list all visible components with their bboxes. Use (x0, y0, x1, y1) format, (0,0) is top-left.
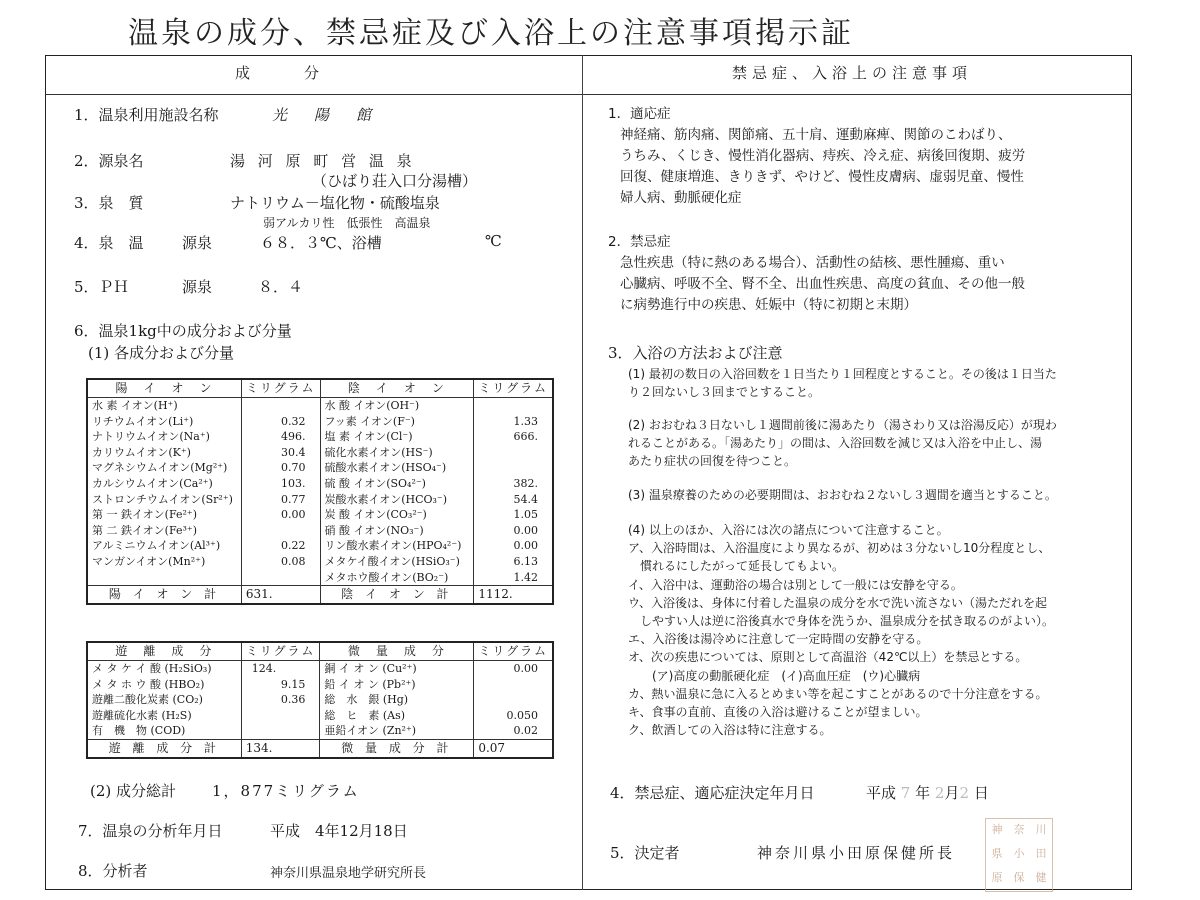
bathing-note-1 (628, 365, 1057, 401)
free-cell: 0.050 (474, 708, 553, 724)
stamp-char: 原 (991, 871, 1003, 884)
ion-row (87, 492, 553, 508)
ion-row (87, 398, 553, 414)
text-line: うちみ、くじき、慢性消化器病、痔疾、冷え症、病後回復期、疲労 (620, 148, 1026, 164)
decision-year: 7 (900, 784, 911, 802)
text-line: (ア)高度の動脈硬化症 (イ)高血圧症 (ウ)心臓病 (628, 668, 921, 683)
ion-row (87, 523, 553, 539)
trace-total-value: 0.07 (474, 739, 553, 758)
stamp-char: 県 (991, 847, 1003, 860)
ion-cell: ストロンチウムイオン(Sr²⁺) (87, 492, 241, 508)
decider: 神奈川県小田原保健所長 (757, 844, 956, 862)
stamp-char: 奈 (1013, 823, 1025, 836)
item5-label: 5．ＰＨ (74, 278, 129, 296)
free-cell: 124. (241, 661, 320, 677)
trace-total-label: 微 量 成 分 計 (320, 739, 474, 758)
ion-cell: メタケイ酸イオン(HSiO₃⁻) (320, 554, 474, 570)
free-cell: メ タ ホ ウ 酸 (HBO₂) (87, 677, 241, 693)
free-cell (474, 677, 553, 693)
free-cell (241, 723, 320, 739)
text-line: (4) 以上のほか、入浴には次の諸点について注意すること。 (628, 523, 949, 537)
stamp-char: 健 (1035, 871, 1047, 884)
anion-total-label: 陰 イ オ ン 計 (320, 586, 474, 605)
ion-cell: 水 酸 イオン(OH⁻) (320, 398, 474, 414)
ion-cell: 0.70 (241, 460, 320, 476)
text-line: 慣れるにしたがって延長してもよい。 (628, 559, 845, 574)
anion-total-value: 1112. (474, 586, 553, 605)
free-cell (241, 708, 320, 724)
ion-cell (241, 570, 320, 586)
text-line: ア、入浴時間は、入浴温度により異なるが、初めは３分ないし10分程度とし、 (628, 541, 1051, 556)
ion-totals-row (87, 586, 553, 605)
ion-cell: 0.00 (474, 523, 553, 539)
free-totals-row (87, 739, 553, 758)
ion-cell: マグネシウムイオン(Mg²⁺) (87, 460, 241, 476)
free-cell: 0.00 (474, 661, 553, 677)
ion-cell: アルミニウムイオン(Al³⁺) (87, 538, 241, 554)
ion-row (87, 554, 553, 570)
ion-cell (474, 445, 553, 461)
ion-cell: 硫 酸 イオン(SO₄²⁻) (320, 476, 474, 492)
anion-header: 陰 イ オ ン (320, 379, 474, 398)
free-table-body (87, 661, 553, 740)
official-seal-stamp (985, 818, 1053, 892)
ion-cell: 炭 酸 イオン(CO₃²⁻) (320, 507, 474, 523)
ion-cell: 666. (474, 429, 553, 445)
column-divider (582, 55, 583, 890)
free-row (87, 692, 553, 708)
ion-cell: 6.13 (474, 554, 553, 570)
free-mg-header: ミリグラム (241, 642, 320, 661)
cation-total-label: 陽 イ オ ン 計 (87, 586, 241, 605)
text-line: ク、飲酒しての入浴は特に注意する。 (628, 723, 832, 738)
ion-cell (87, 570, 241, 586)
free-cell: 鉛 イ オ ン (Pb²⁺) (320, 677, 474, 693)
ion-cell: メタホウ酸イオン(BO₂⁻) (320, 570, 474, 586)
cation-mg-header: ミリグラム (241, 379, 320, 398)
ph-value: ８．４ (258, 278, 304, 296)
item6-sub: (1) 各成分および分量 (88, 344, 235, 362)
ion-cell: 塩 素 イオン(Cl⁻) (320, 429, 474, 445)
text-line: ウ、入浴後は、身体に付着した温泉の成分を水で洗い流さない（湯ただれを起 (628, 595, 1048, 610)
ion-table (86, 378, 554, 605)
free-cell: 銅 イ オ ン (Cu²⁺) (320, 661, 474, 677)
ion-cell: 第 一 鉄イオン(Fe²⁺) (87, 507, 241, 523)
header-divider (45, 94, 1132, 95)
text-line: (3) 温泉療養のための必要期間は、おおむね２ないし３週間を適当とすること。 (628, 488, 1057, 502)
ion-cell: 0.00 (241, 507, 320, 523)
ion-cell: マンガンイオン(Mn²⁺) (87, 554, 241, 570)
ion-cell: 硫酸水素イオン(HSO₄⁻) (320, 460, 474, 476)
cation-total-value: 631. (241, 586, 320, 605)
text-line: しやすい人は逆に浴後真水で身体を洗うか、温泉成分を拭き取るのがよい）。 (628, 614, 1055, 629)
text-line: あたり症状の回復を待つこと。 (628, 454, 797, 468)
bathing-method-title: 3．入浴の方法および注意 (608, 344, 783, 362)
ion-cell: 0.08 (241, 554, 320, 570)
text-line: れることがある。「湯あたり」の間は、入浴回数を減じ又は入浴を中止し、湯 (628, 436, 1043, 450)
year-unit: 年 (915, 784, 931, 802)
stamp-char: 田 (1035, 847, 1047, 860)
ion-row (87, 445, 553, 461)
text-line: に病勢進行中の疾患、妊娠中（特に初期と末期） (620, 297, 917, 313)
ion-cell: 炭酸水素イオン(HCO₃⁻) (320, 492, 474, 508)
day-unit: 日 (973, 784, 989, 802)
ion-row (87, 414, 553, 430)
ion-cell: カリウムイオン(K⁺) (87, 445, 241, 461)
text-line: イ、入浴中は、運動浴の場合は別として一般には安静を守る。 (628, 577, 963, 592)
cation-header: 陽 イ オ ン (87, 379, 241, 398)
decision-date-label: 4．禁忌症、適応症決定年月日 (610, 784, 815, 802)
item3-label: 3．泉 質 (74, 194, 144, 212)
ion-cell: 496. (241, 429, 320, 445)
ion-cell: 1.05 (474, 507, 553, 523)
item8-label: 8．分析者 (78, 862, 148, 880)
free-header: 遊 離 成 分 (87, 642, 241, 661)
ion-cell: 103. (241, 476, 320, 492)
free-row (87, 708, 553, 724)
ion-cell: 0.22 (241, 538, 320, 554)
analyst: 神奈川県温泉地学研究所長 (270, 866, 427, 881)
ion-row (87, 476, 553, 492)
temp-value: ６８．３℃、浴槽 (260, 234, 382, 252)
ion-row (87, 538, 553, 554)
free-row (87, 723, 553, 739)
contraindications-title: 2．禁忌症 (608, 234, 671, 250)
source-name: 湯 河 原 町 営 温 泉 (230, 152, 416, 170)
document-title: 温泉の成分、禁忌症及び入浴上の注意事項掲示証 (128, 16, 854, 51)
decision-day: 2 (959, 784, 970, 802)
free-cell: 総 水 銀 (Hg) (320, 692, 474, 708)
trace-header: 微 量 成 分 (320, 642, 474, 661)
stamp-char: 小 (1013, 847, 1025, 860)
ion-cell: リチウムイオン(Li⁺) (87, 414, 241, 430)
indications-title: 1．適応症 (608, 106, 671, 122)
free-table-header (87, 642, 553, 661)
ion-cell (241, 523, 320, 539)
bathing-note-4 (628, 521, 1054, 739)
bathing-note-3 (628, 486, 1057, 504)
free-cell: 総 ヒ 素 (As) (320, 708, 474, 724)
ion-table-body (87, 398, 553, 586)
ion-cell: フッ素 イオン(F⁻) (320, 414, 474, 430)
free-cell: 0.02 (474, 723, 553, 739)
temp-source-label: 源泉 (182, 234, 213, 252)
free-cell: 9.15 (241, 677, 320, 693)
ion-cell: 硝 酸 イオン(NO₃⁻) (320, 523, 474, 539)
item1-label: 1．温泉利用施設名称 (74, 106, 219, 124)
text-line: エ、入浴後は湯冷めに注意して一定時間の安静を守る。 (628, 632, 929, 647)
indications-list (620, 125, 1025, 209)
decision-era: 平成 (866, 784, 897, 802)
ion-row (87, 570, 553, 586)
item6-label: 6．温泉1kg中の成分および分量 (74, 322, 292, 340)
spring-quality-sub: 弱アルカリ性 低張性 高温泉 (263, 216, 431, 230)
ion-cell: 第 二 鉄イオン(Fe³⁺) (87, 523, 241, 539)
item2-label: 2．源泉名 (74, 152, 144, 170)
stamp-char: 神 (991, 823, 1003, 836)
trace-mg-header: ミリグラム (474, 642, 553, 661)
bathing-note-2 (628, 416, 1057, 470)
text-line: キ、食事の直前、直後の入浴は避けることが望ましい。 (628, 705, 928, 720)
analysis-date: 平成 4年12月18日 (270, 822, 408, 840)
ion-cell: 54.4 (474, 492, 553, 508)
free-cell: 遊離二酸化炭素 (CO₂) (87, 692, 241, 708)
total-value: 1，877ミリグラム (212, 782, 360, 800)
free-cell: 0.36 (241, 692, 320, 708)
temp-unit: ℃ (485, 232, 502, 250)
item4-label: 4．泉 温 (74, 234, 144, 252)
anion-mg-header: ミリグラム (474, 379, 553, 398)
ion-cell: 382. (474, 476, 553, 492)
ion-cell: 0.32 (241, 414, 320, 430)
text-line: 急性疾患（特に熱のある場合）、活動性の結核、悪性腫瘍、重い (620, 255, 1005, 271)
total-label: (2) 成分総計 (90, 782, 177, 800)
source-sub: （ひばり荘入口分湯槽） (312, 172, 478, 190)
free-cell: メ タ ケ イ 酸 (H₂SiO₃) (87, 661, 241, 677)
ion-row (87, 429, 553, 445)
free-row (87, 661, 553, 677)
ion-cell (474, 460, 553, 476)
text-line: (1) 最初の数日の入浴回数を１日当たり１回程度とすること。その後は１日当た (628, 367, 1057, 381)
item7-label: 7．温泉の分析年月日 (78, 822, 223, 840)
ion-cell: カルシウムイオン(Ca²⁺) (87, 476, 241, 492)
ion-table-header (87, 379, 553, 398)
month-unit: 月 (944, 784, 960, 802)
contraindications-list (620, 253, 1025, 316)
ion-row (87, 507, 553, 523)
free-cell: 亜鉛イオン (Zn²⁺) (320, 723, 474, 739)
ion-cell: 水 素 イオン(H⁺) (87, 398, 241, 414)
free-components-table (86, 641, 554, 759)
text-line: 回復、健康増進、きりきず、やけど、慢性皮膚病、虚弱児童、慢性 (620, 169, 1024, 185)
ion-cell: 0.77 (241, 492, 320, 508)
text-line: 婦人病、動脈硬化症 (620, 190, 742, 206)
ion-cell: リン酸水素イオン(HPO₄²⁻) (320, 538, 474, 554)
text-line: オ、次の疾患については、原則として高温浴（42℃以上）を禁忌とする。 (628, 650, 1028, 665)
spring-quality: ナトリウム－塩化物・硫酸塩泉 (230, 194, 440, 212)
free-total-value: 134. (241, 739, 320, 758)
right-column-header: 禁忌症、入浴上の注意事項 (732, 64, 973, 82)
free-cell (474, 692, 553, 708)
ion-cell: 1.42 (474, 570, 553, 586)
ion-row (87, 460, 553, 476)
ion-cell: 1.33 (474, 414, 553, 430)
free-cell: 有 機 物 (COD) (87, 723, 241, 739)
stamp-char: 川 (1035, 823, 1047, 836)
decision-date (866, 782, 989, 803)
ph-source-label: 源泉 (182, 278, 213, 296)
free-row (87, 677, 553, 693)
ion-cell: ナトリウムイオン(Na⁺) (87, 429, 241, 445)
left-column-header: 成 分 (235, 64, 328, 82)
text-line: 心臓病、呼吸不全、腎不全、出血性疾患、高度の貧血、その他一般 (620, 276, 1025, 292)
free-total-label: 遊 離 成 分 計 (87, 739, 241, 758)
facility-name: 光 陽 館 (272, 106, 378, 124)
ion-cell (241, 398, 320, 414)
ion-cell: 硫化水素イオン(HS⁻) (320, 445, 474, 461)
ion-cell: 30.4 (241, 445, 320, 461)
text-line: カ、熱い温泉に急に入るとめまい等を起こすことがあるので十分注意をする。 (628, 686, 1048, 701)
decider-label: 5．決定者 (610, 844, 680, 862)
decision-month: 2 (934, 784, 945, 802)
ion-cell (474, 398, 553, 414)
stamp-char: 保 (1013, 871, 1025, 884)
text-line: り２回ないし３回までとすること。 (628, 385, 821, 399)
text-line: (2) おおむね３日ないし１週間前後に湯あたり（湯さわり又は浴湯反応）が現わ (628, 418, 1057, 432)
ion-cell: 0.00 (474, 538, 553, 554)
text-line: 神経痛、筋肉痛、関節痛、五十肩、運動麻痺、関節のこわばり、 (620, 127, 1012, 143)
free-cell: 遊離硫化水素 (H₂S) (87, 708, 241, 724)
